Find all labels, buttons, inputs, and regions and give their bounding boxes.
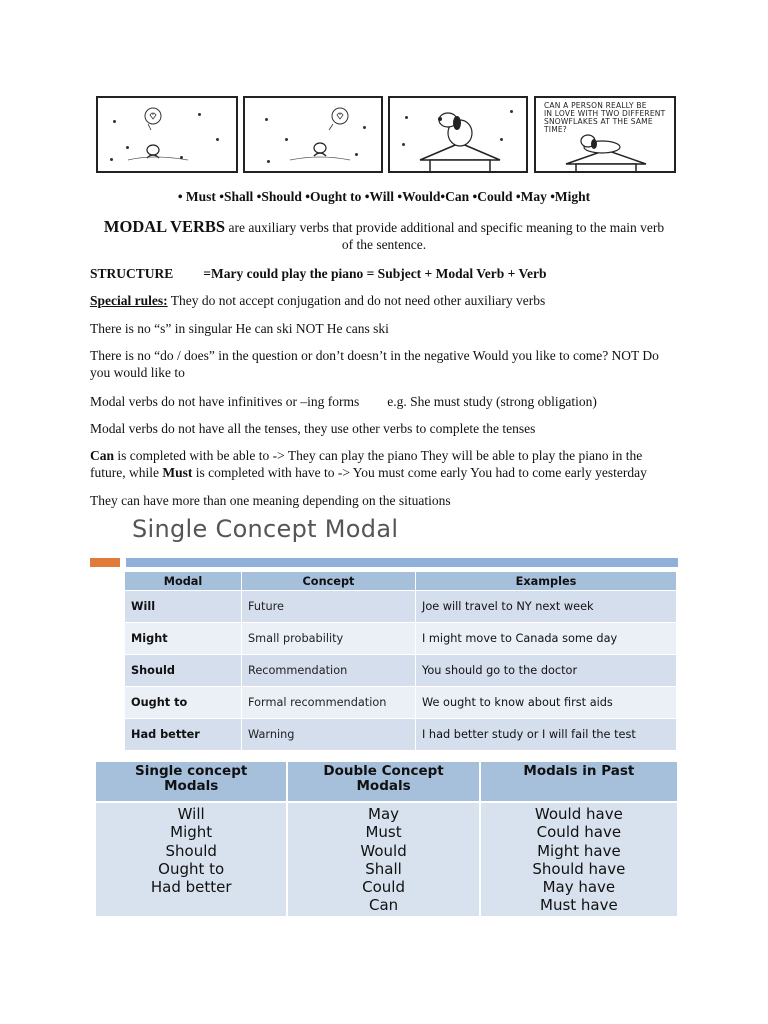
- comic-text-line: IN LOVE WITH TWO DIFFERENT: [544, 109, 666, 118]
- special-rules-label: Special rules:: [90, 293, 168, 308]
- table-header-row: [95, 761, 678, 802]
- comic-panel-1: [96, 96, 238, 173]
- header-line: Modals: [356, 778, 411, 794]
- structure-example: =Mary could play the piano = Subject + Modal Verb + Verb: [203, 266, 547, 281]
- title-accent-bar: [90, 558, 120, 567]
- modals-summary-table: [94, 760, 679, 918]
- speech-bubble: [544, 102, 674, 134]
- snoopy-doghouse-illustration: [390, 98, 528, 173]
- header-line: Single concept: [135, 763, 248, 779]
- example-cell: You should go to the doctor: [416, 655, 677, 687]
- list-item: Would: [360, 841, 407, 860]
- special-rules-text: They do not accept conjugation and do not need other auxiliary verbs: [167, 293, 546, 308]
- table-row: [125, 623, 677, 655]
- list-item: Should have: [532, 859, 626, 878]
- table-header: Examples: [416, 572, 677, 591]
- concept-cell: Small probability: [242, 623, 416, 655]
- list-item: Could have: [536, 823, 622, 842]
- section-title: Single Concept Modal: [132, 515, 399, 543]
- concept-cell: Warning: [242, 719, 416, 751]
- modal-cell: Will: [125, 591, 242, 623]
- comic-panel-2: [243, 96, 383, 173]
- table-header: [480, 761, 678, 802]
- rule-infinitives-text: Modal verbs do not have infinitives or –ing forms: [90, 394, 360, 409]
- woodstock-heart-illustration: [245, 98, 383, 173]
- definition-text-continued: of the sentence.: [341, 237, 427, 252]
- definition: [90, 218, 678, 253]
- rule-singular-s: There is no “s” in singular He can ski NOT He cans ski: [90, 321, 389, 336]
- table-row: [125, 591, 677, 623]
- comic-text-line: CAN A PERSON REALLY BE: [544, 101, 647, 110]
- list-item: Might: [170, 823, 213, 842]
- can-text: is completed with be able to -> They can play the piano They will be able to play the piano in the future, while: [90, 448, 643, 480]
- rule-meaning: They can have more than one meaning depending on the situations: [90, 493, 451, 508]
- list-item: Can: [368, 896, 399, 915]
- list-item: Must have: [540, 896, 618, 915]
- list-item: Should: [165, 841, 217, 860]
- example-cell: I might move to Canada some day: [416, 623, 677, 655]
- header-line: Double Concept: [323, 763, 444, 779]
- comic-panel-4: [534, 96, 676, 173]
- header-line: Modals: [164, 778, 219, 794]
- list-item: Had better: [150, 878, 232, 897]
- comic-text-line: SNOWFLAKES AT THE SAME TIME?: [544, 117, 653, 134]
- concept-table: [124, 571, 677, 751]
- modals-in-past-column: [480, 802, 678, 917]
- definition-text: are auxiliary verbs that provide additional and specific meaning to the main verb: [225, 220, 665, 235]
- modal-cell: Should: [125, 655, 242, 687]
- table-row: [95, 802, 678, 917]
- special-rules: [90, 292, 678, 309]
- table-row: [125, 687, 677, 719]
- table-row: [125, 719, 677, 751]
- example-cell: We ought to know about first aids: [416, 687, 677, 719]
- table-row: [125, 655, 677, 687]
- example-cell: I had better study or I will fail the test: [416, 719, 677, 751]
- table-header: Modal: [125, 572, 242, 591]
- list-item: Could: [362, 878, 405, 897]
- comic-panel-3: [388, 96, 528, 173]
- modal-cell: Had better: [125, 719, 242, 751]
- header-line: Modals in Past: [523, 763, 635, 779]
- table-header-row: [125, 572, 677, 591]
- rule-infinitives-example: e.g. She must study (strong obligation): [387, 394, 597, 409]
- rule-tenses: Modal verbs do not have all the tenses, they use other verbs to complete the tenses: [90, 421, 536, 436]
- structure-label: STRUCTURE: [90, 266, 174, 281]
- concept-cell: Formal recommendation: [242, 687, 416, 719]
- structure: [90, 265, 678, 282]
- list-item: Might have: [537, 841, 621, 860]
- list-item: Will: [177, 805, 205, 823]
- comic-strip: [96, 96, 676, 173]
- table-header: Concept: [242, 572, 416, 591]
- example-cell: Joe will travel to NY next week: [416, 591, 677, 623]
- modal-verbs-list: • Must •Shall •Should •Ought to •Will •Would•Can •Could •May •Might: [177, 189, 591, 204]
- table-header: [287, 761, 479, 802]
- title-divider-bar: [126, 558, 678, 567]
- double-concept-column: [287, 802, 479, 917]
- table-header: [95, 761, 287, 802]
- rule-do-does: There is no “do / does” in the question or don’t doesn’t in the negative Would you like to come? NOT Do you would like to: [90, 348, 659, 380]
- must-text: is completed with have to -> You must come early You had to come early yesterday: [192, 465, 647, 480]
- woodstock-heart-illustration: [98, 98, 238, 173]
- must-term: Must: [162, 465, 193, 480]
- list-item: Must: [365, 823, 402, 842]
- single-concept-column: [95, 802, 287, 917]
- modal-cell: Might: [125, 623, 242, 655]
- concept-cell: Recommendation: [242, 655, 416, 687]
- can-term: Can: [90, 448, 115, 463]
- list-item: Ought to: [158, 859, 225, 878]
- rule-infinitives: [90, 393, 678, 410]
- concept-cell: Future: [242, 591, 416, 623]
- modal-cell: Ought to: [125, 687, 242, 719]
- definition-term: MODAL VERBS: [103, 217, 226, 236]
- list-item: May have: [542, 878, 616, 897]
- list-item: Shall: [365, 859, 402, 878]
- list-item: Would have: [534, 805, 623, 823]
- rule-can-must: [90, 447, 678, 481]
- list-item: May: [368, 805, 400, 823]
